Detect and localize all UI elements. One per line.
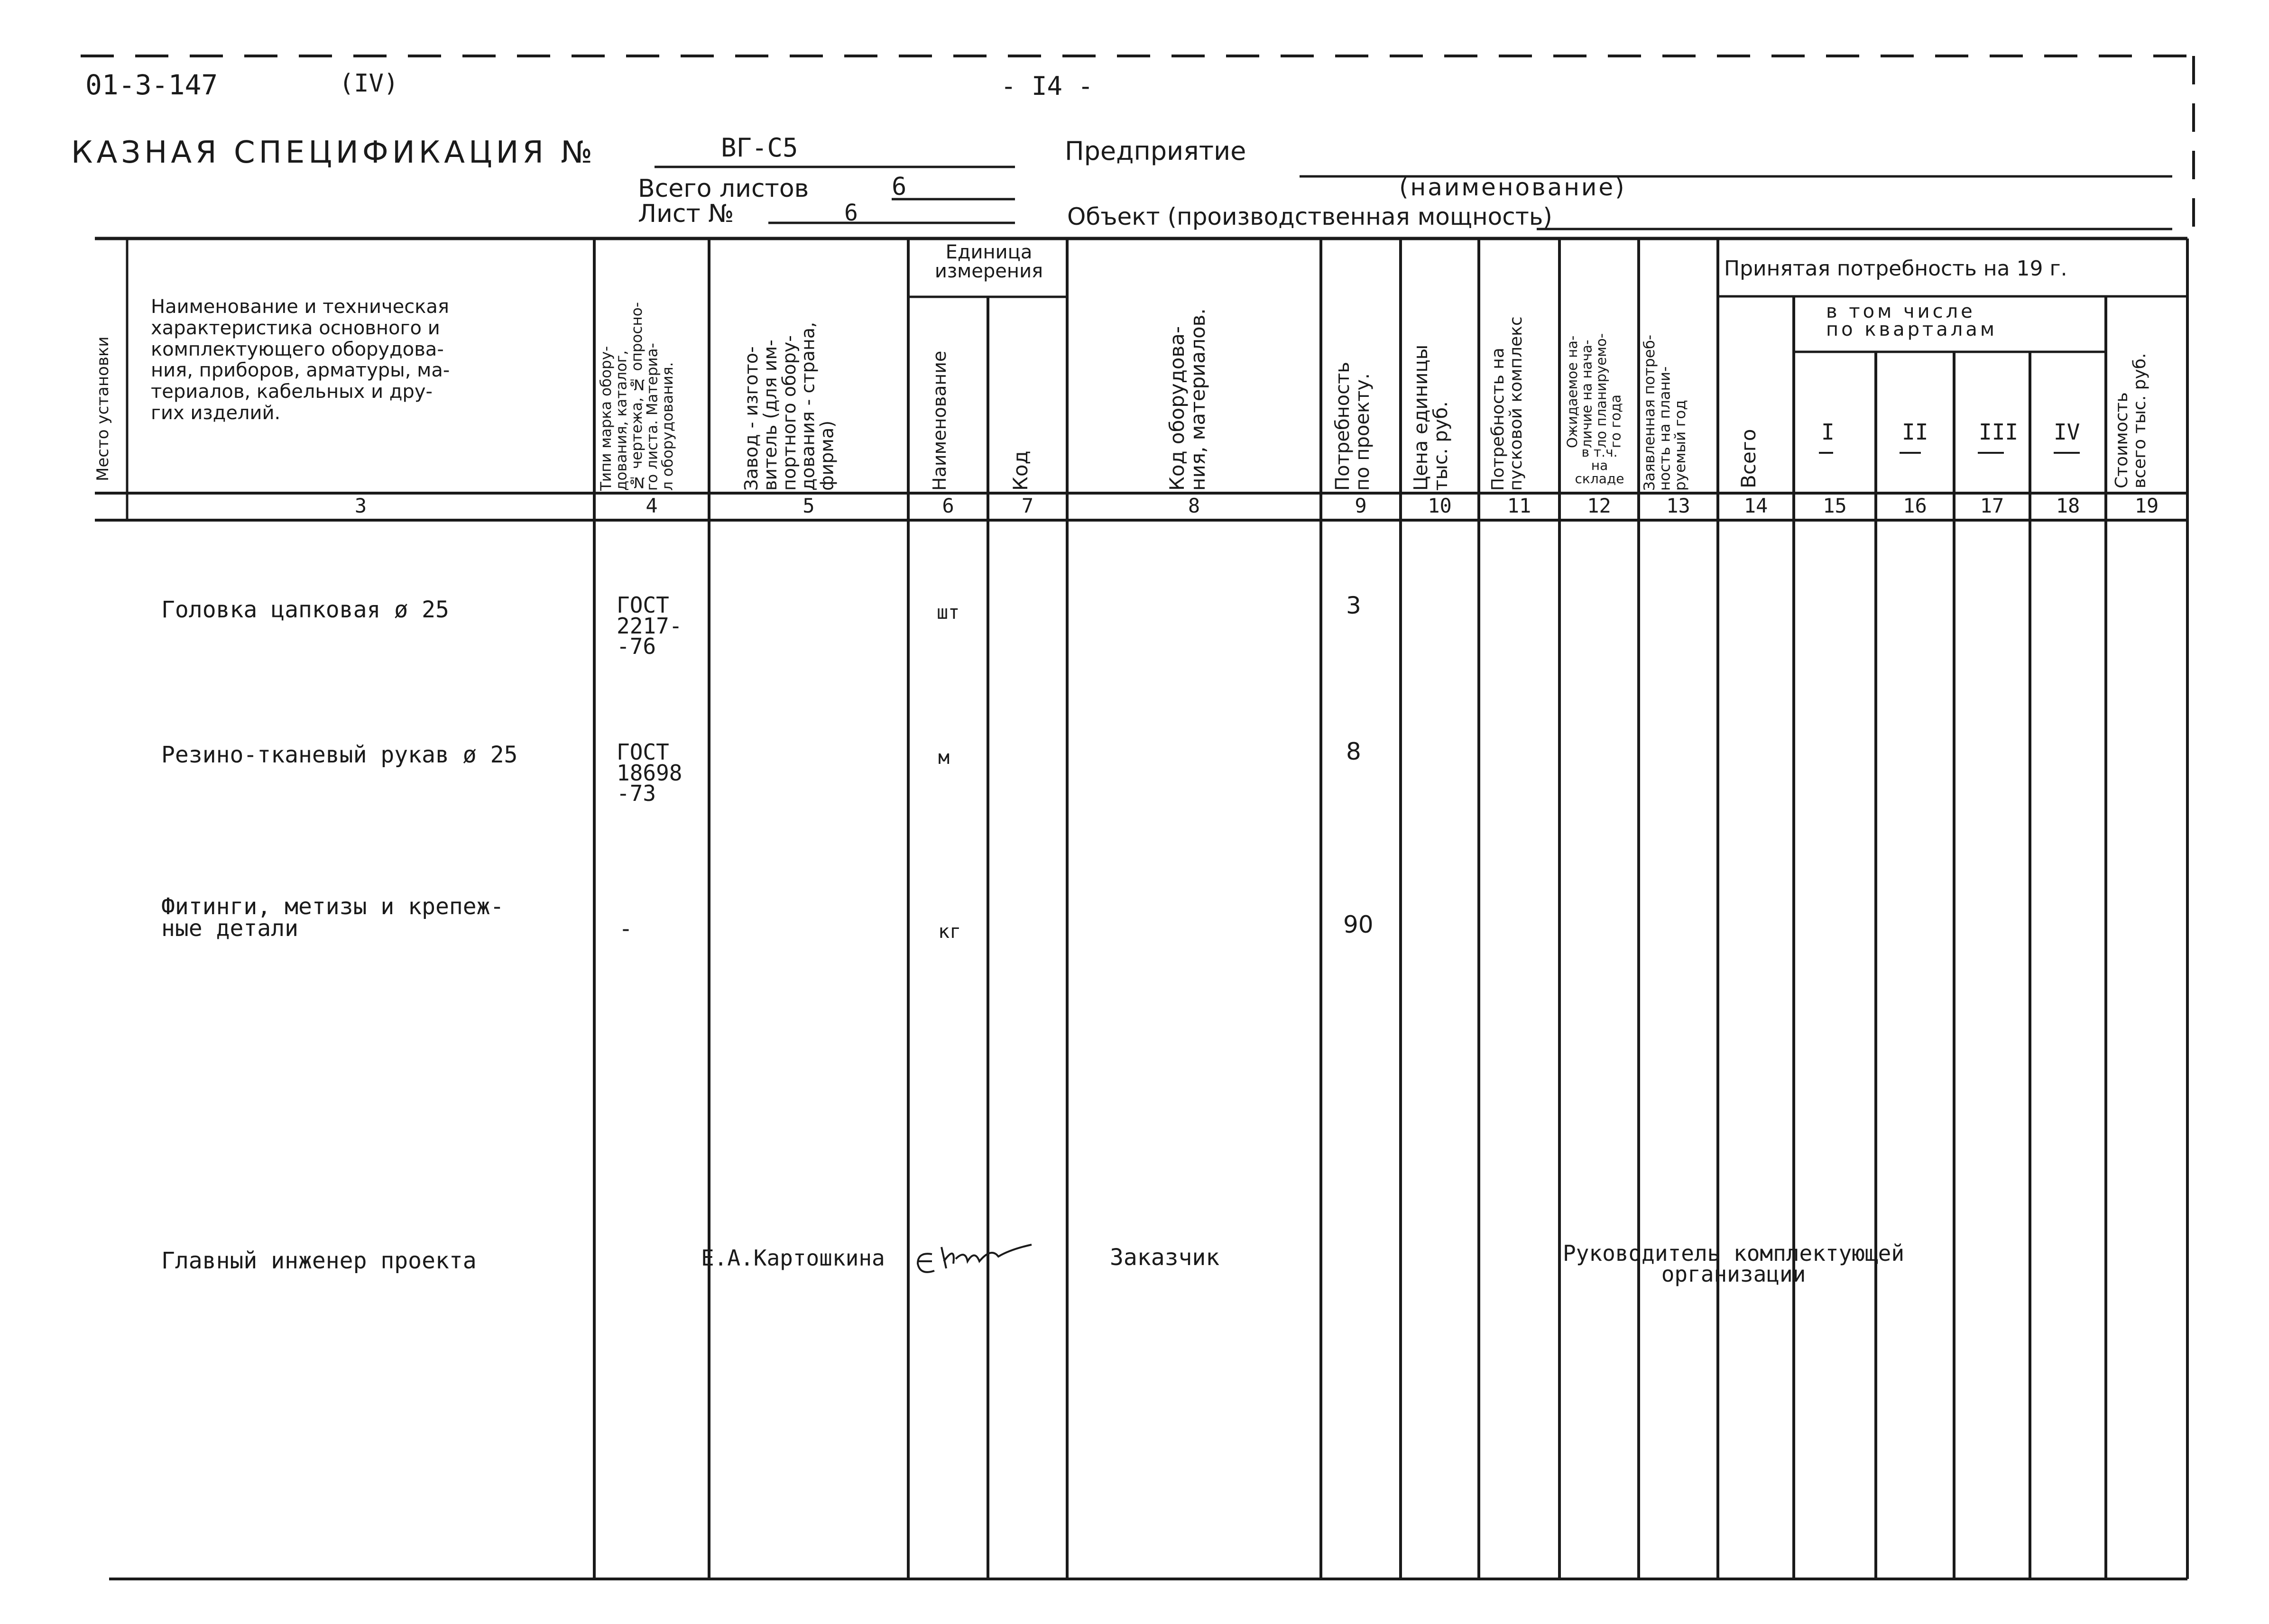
col-q3-header: III xyxy=(1979,419,2019,445)
sheet-no-label: Лист № xyxy=(638,200,734,228)
supplier-label: Руководитель комплектующей организации xyxy=(1563,1240,1905,1287)
col-number-15: 15 xyxy=(1823,494,1847,517)
row-1-unit: шт xyxy=(937,602,960,624)
col-manufacturer-header: Завод - изгото- витель (для им- портного обору- дования - страна, фирма) xyxy=(741,321,838,491)
chief-engineer-name: Е.А.Картошкина xyxy=(701,1245,885,1271)
col-q4-header: IV xyxy=(2054,419,2080,445)
enterprise-label: Предприятие xyxy=(1065,136,1246,166)
col-number-7: 7 xyxy=(1021,494,1034,517)
row-2-standard: ГОСТ 18698 -73 xyxy=(617,739,683,807)
col-cost-header: Стоимость всего тыс. руб. xyxy=(2112,353,2149,488)
spec-number: ВГ-С5 xyxy=(721,133,798,163)
col-declared-need-header: Заявленная потреб- ность на плани- руемый год xyxy=(1641,334,1689,491)
col-number-8: 8 xyxy=(1188,494,1200,517)
col-number-18: 18 xyxy=(2056,494,2080,517)
sheets-total: 6 xyxy=(892,173,907,201)
col-unit-code-header: Код xyxy=(1009,450,1032,491)
accepted-need-header: Принятая потребность на 19 г. xyxy=(1724,257,2067,281)
col-warehouse-subheader: в т.ч. на складе xyxy=(1575,444,1624,486)
col-number-19: 19 xyxy=(2134,494,2159,517)
row-3-unit: кг xyxy=(938,921,961,943)
col-total-header: Всего xyxy=(1737,429,1760,488)
col-install-place-header: Место установки xyxy=(93,336,112,481)
sheet-no: 6 xyxy=(844,200,858,226)
row-1-qty: 3 xyxy=(1346,592,1361,619)
spec-title: КАЗНАЯ СПЕЦИФИКАЦИЯ № xyxy=(71,135,596,170)
col-name-header: Наименование и техническая характеристика основного и комплектующего оборудова- ния, приборов, арматуры, ма- териалов, кабельных и дру- гих изделий. xyxy=(151,296,450,424)
row-1-name: Головка цапковая ø 25 xyxy=(161,596,449,623)
page-number: - I4 - xyxy=(1001,71,1094,101)
col-unit-price-header: Цена единицы тыс. руб. xyxy=(1410,344,1452,491)
col-number-4: 4 xyxy=(646,494,658,517)
col-expected-header: Ожидаемое на- личие на нача- ло планируемо- го года xyxy=(1564,333,1624,448)
col-startup-need-header: Потребность на пусковой комплекс xyxy=(1488,316,1526,491)
row-3-standard: - xyxy=(619,916,633,942)
col-project-need-header: Потребность по проекту. xyxy=(1332,361,1374,491)
sheets-total-label: Всего листов xyxy=(638,174,809,203)
row-3-name: Фитинги, метизы и крепеж- ные детали xyxy=(161,893,504,942)
customer-label: Заказчик xyxy=(1110,1244,1220,1271)
col-number-12: 12 xyxy=(1587,494,1611,517)
row-2-unit: м xyxy=(938,747,950,769)
col-unit-name-header: Наименование xyxy=(929,350,950,491)
col-equipment-code-header: Код оборудова- ния, материалов. xyxy=(1165,308,1210,491)
row-3-qty: 90 xyxy=(1343,911,1374,938)
col-number-14: 14 xyxy=(1743,494,1768,517)
row-1-standard: ГОСТ 2217- -76 xyxy=(617,592,683,660)
row-2-name: Резино-тканевый рукав ø 25 xyxy=(161,742,518,768)
chief-engineer-signature: ЕКа... xyxy=(1003,1275,1031,1286)
chief-engineer-label: Главный инженер проекта xyxy=(161,1248,477,1274)
col-number-10: 10 xyxy=(1428,494,1452,517)
col-number-13: 13 xyxy=(1666,494,1690,517)
col-number-16: 16 xyxy=(1903,494,1927,517)
unit-group-header: Единица измерения xyxy=(934,241,1043,282)
col-number-5: 5 xyxy=(802,494,815,517)
col-number-6: 6 xyxy=(942,494,954,517)
object-label: Объект (производственная мощность) xyxy=(1067,203,1552,230)
doc-code: 01-3-147 xyxy=(85,69,218,101)
col-type-header: Типи марка обору- дования, каталог, № чертежа, № опросно- го листа. Материа- л оборудования. xyxy=(598,302,677,491)
enterprise-sublabel: (наименование) xyxy=(1399,174,1626,201)
quarters-group-header: в том числе по кварталам xyxy=(1826,301,1998,340)
col-q2-header: II xyxy=(1902,419,1928,445)
row-2-qty: 8 xyxy=(1346,738,1361,765)
volume-label: (IV) xyxy=(339,69,399,98)
col-number-9: 9 xyxy=(1355,494,1367,517)
col-number-11: 11 xyxy=(1507,494,1531,517)
col-q1-header: I xyxy=(1821,419,1835,445)
col-number-3: 3 xyxy=(354,494,367,517)
col-number-17: 17 xyxy=(1980,494,2004,517)
